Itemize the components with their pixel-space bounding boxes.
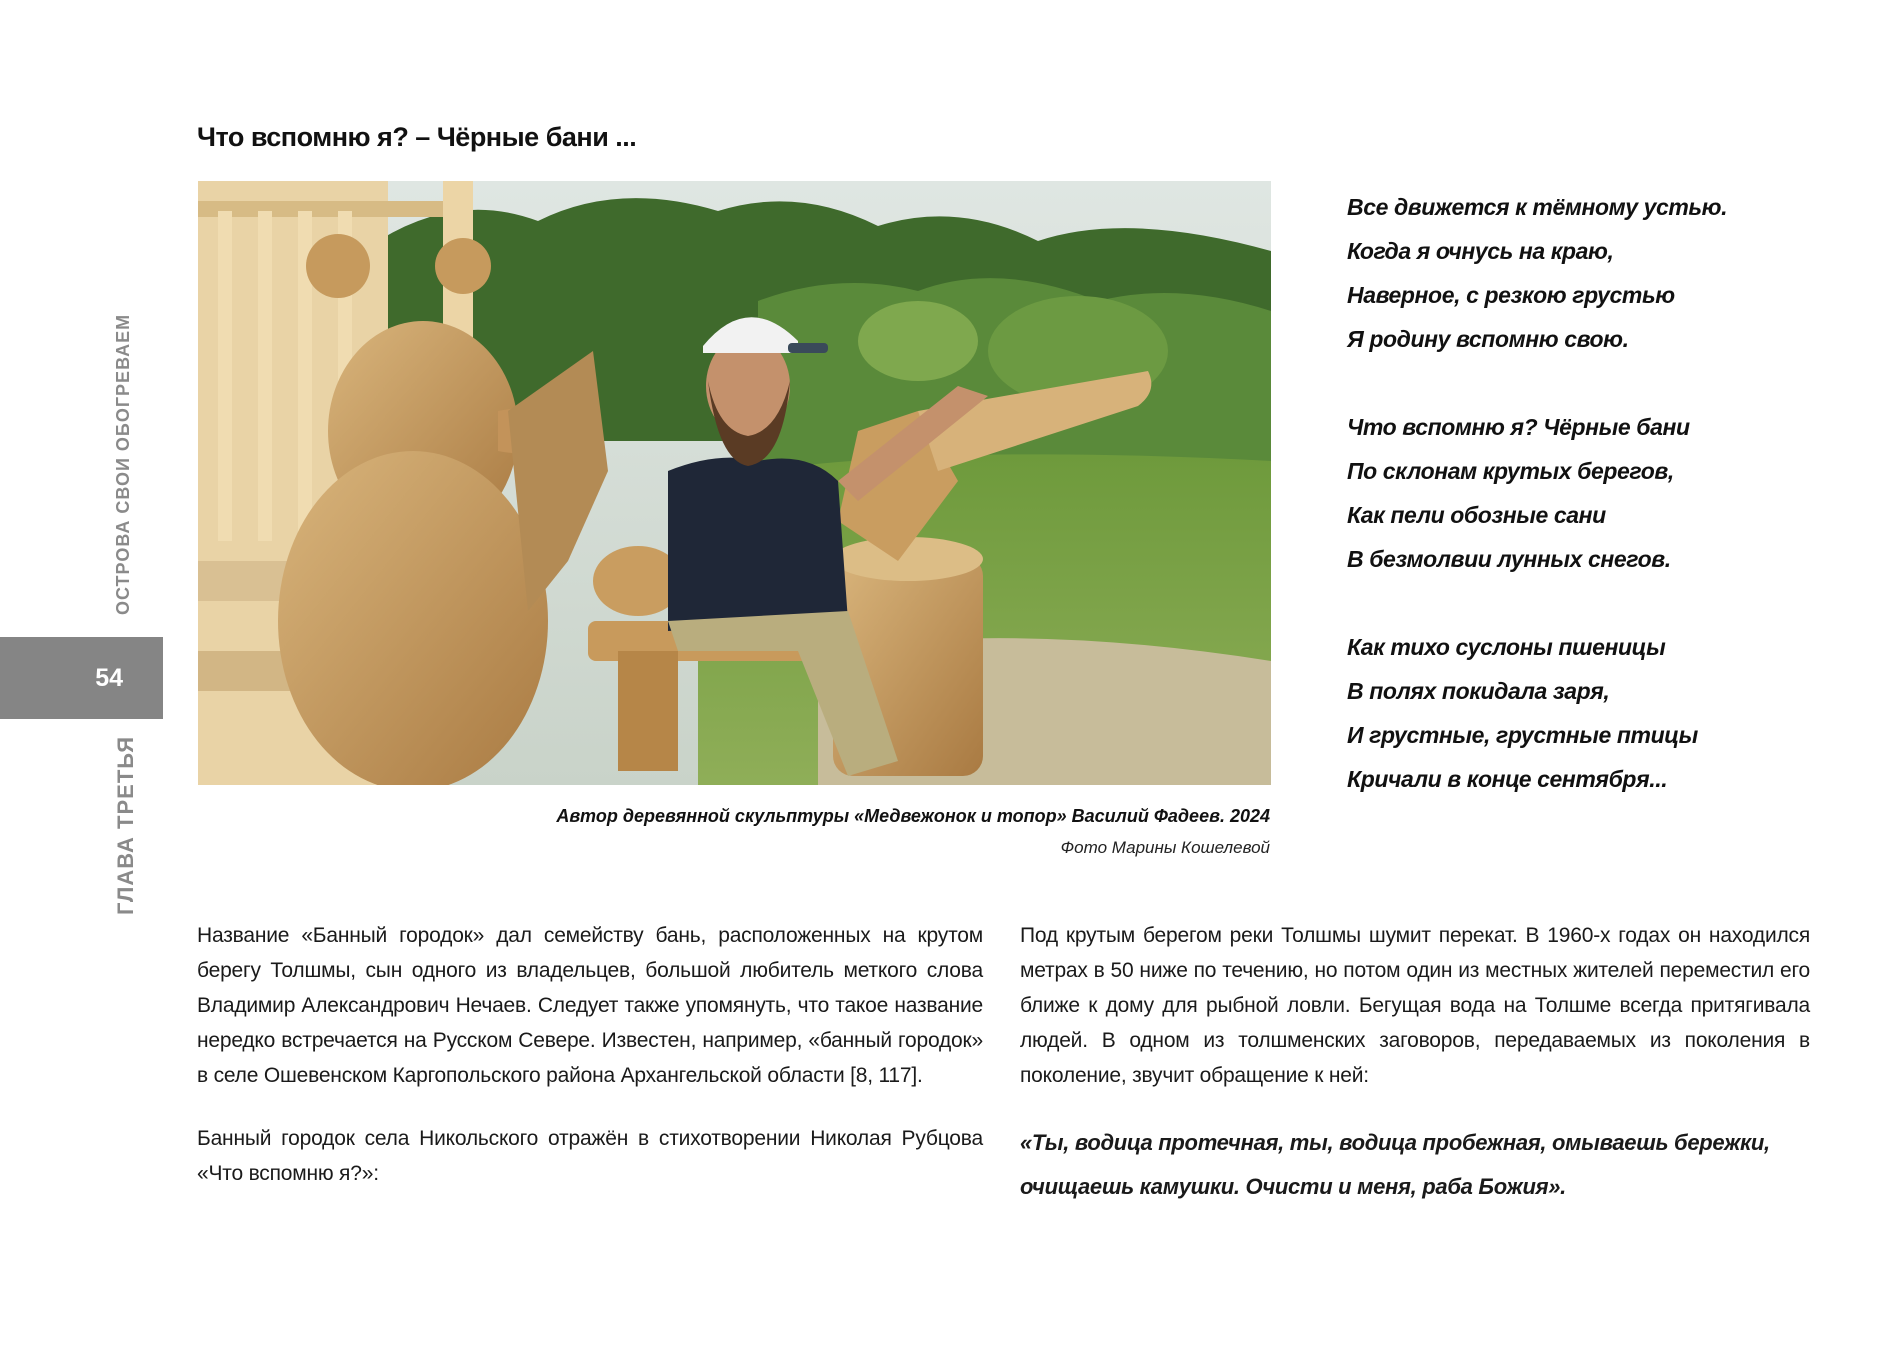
poem-line: По склонам крутых берегов,: [1347, 458, 1674, 484]
body-column-left: [197, 918, 983, 1219]
figure-credit: Фото Марины Кошелевой: [1060, 838, 1270, 857]
photo-bear-sculpture: [198, 181, 1271, 785]
page-heading: Что вспомню я? – Чёрные бани ...: [197, 122, 637, 152]
poem-line: Наверное, с резкою грустью: [1347, 282, 1675, 308]
poem-line: Когда я очнусь на краю,: [1347, 238, 1614, 264]
poem-line: Как тихо суслоны пшеницы: [1347, 634, 1666, 660]
body-paragraph: Банный городок села Никольского отражён в стихотворении Николая Рубцова «Что вспомню я?»:: [197, 1127, 983, 1185]
poem-line: Кричали в конце сентября...: [1347, 766, 1668, 792]
body-column-right: [1020, 918, 1810, 1209]
poem-line: Что вспомню я? Чёрные бани: [1347, 414, 1690, 440]
page-number-tab: [0, 637, 163, 719]
poem-line: В безмолвии лунных снегов.: [1347, 546, 1671, 572]
section-title-vertical: ОСТРОВА СВОИ ОБОГРЕВАЕМ: [113, 313, 133, 615]
body-paragraph: Название «Банный городок» дал семейству бань, расположенных на крутом берегу Толшмы, сын одного из владельцев, большой любитель меткого слова Владимир Александрович Нечаев. Следует также упомянуть, что такое название нередко встречается на Русском Севере. Известен, например, «банный городок» в селе Ошевенском Каргопольского района Архангельской области [8, 117].: [197, 924, 983, 1087]
poem-line: Я родину вспомню свою.: [1347, 326, 1629, 352]
chapter-title-vertical: ГЛАВА ТРЕТЬЯ: [113, 735, 138, 915]
body-paragraph: Под крутым берегом реки Толшмы шумит перекат. В 1960-х годах он находился метрах в 50 ниже по течению, но потом один из местных жителей переместил его ближе к дому для рыбной ловли. Бегущая вода на Толшме всегда притягивала людей. В одном из толшменских заговоров, передаваемых из поколения в поколение, звучит обращение к ней:: [1020, 924, 1810, 1087]
poem-line: В полях покидала заря,: [1347, 678, 1610, 704]
poem: [1347, 185, 1867, 845]
poem-stanza: [1347, 405, 1867, 581]
folk-charm-quote: «Ты, водица протечная, ты, водица пробежная, омываешь бережки, очищаешь камушки. Очисти и меня, раба Божия».: [1020, 1130, 1770, 1199]
poem-line: Все движется к тёмному устью.: [1347, 194, 1728, 220]
poem-line: И грустные, грустные птицы: [1347, 722, 1698, 748]
figure-caption: Автор деревянной скульптуры «Медвежонок и топор» Василий Фадеев. 2024: [556, 806, 1270, 826]
poem-line: Как пели обозные сани: [1347, 502, 1606, 528]
page-number: 54: [95, 663, 123, 692]
poem-stanza: [1347, 185, 1867, 361]
poem-stanza: [1347, 625, 1867, 801]
